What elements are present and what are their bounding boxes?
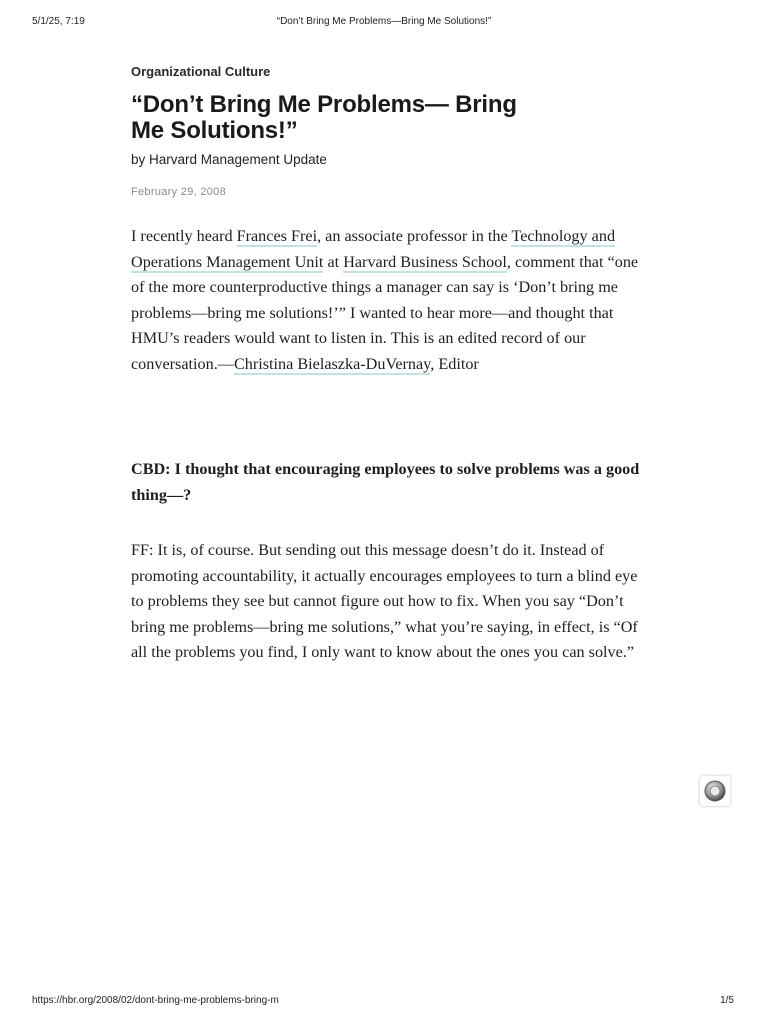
intro-text: , an associate professor in the bbox=[317, 227, 512, 245]
circular-widget-icon bbox=[704, 780, 726, 802]
print-header bbox=[32, 16, 736, 30]
print-date: 5/1/25, 7:19 bbox=[32, 16, 85, 27]
article-byline: by Harvard Management Update bbox=[131, 152, 327, 167]
side-widget-button[interactable] bbox=[700, 776, 730, 806]
link-christina-bielaszka-duvernay[interactable]: Christina Bielaszka-DuVernay bbox=[233, 354, 431, 373]
intro-text: , Editor bbox=[430, 354, 479, 373]
article-date: February 29, 2008 bbox=[131, 186, 226, 198]
intro-text: at bbox=[323, 252, 344, 271]
print-title: “Don’t Bring Me Problems—Bring Me Solutions!” bbox=[276, 16, 492, 27]
intro-text: I recently heard bbox=[131, 227, 237, 245]
article-category[interactable]: Organizational Culture bbox=[131, 64, 271, 79]
article-headline: “Don’t Bring Me Problems— Bring Me Solutions!” bbox=[131, 91, 517, 144]
intro-text: , comment that “one of the more counterproductive things a manager can say is ‘Don’t bring me problems—bring me solutions!’” I wanted to hear more—and thought that HMU’s readers would want to listen in. This is an edited record of our conversation.— bbox=[131, 252, 639, 373]
interview-answer: FF: It is, of course. But sending out this message doesn’t do it. Instead of promoting accountability, it actually encourages employees to turn a blind eye to problems they see but cannot figure out how to fix. When you say “Don’t bring me problems—bring me solutions,” what you’re saying, in effect, is “Of all the problems you find, I only want to know about the ones you can solve.” bbox=[131, 541, 638, 662]
link-frances-frei[interactable]: Frances Frei bbox=[236, 227, 318, 245]
interview-question: CBD: I thought that encouraging employees to solve problems was a good thing—? bbox=[131, 460, 640, 504]
link-tom-unit[interactable]: Technology and Operations Management Unit bbox=[131, 227, 616, 271]
page-number: 1/5 bbox=[720, 995, 734, 1006]
intro-paragraph bbox=[131, 224, 646, 378]
print-footer bbox=[32, 995, 736, 1009]
print-url: https://hbr.org/2008/02/dont-bring-me-problems-bring-m bbox=[32, 995, 279, 1006]
link-harvard-business-school[interactable]: Harvard Business School bbox=[343, 252, 507, 271]
